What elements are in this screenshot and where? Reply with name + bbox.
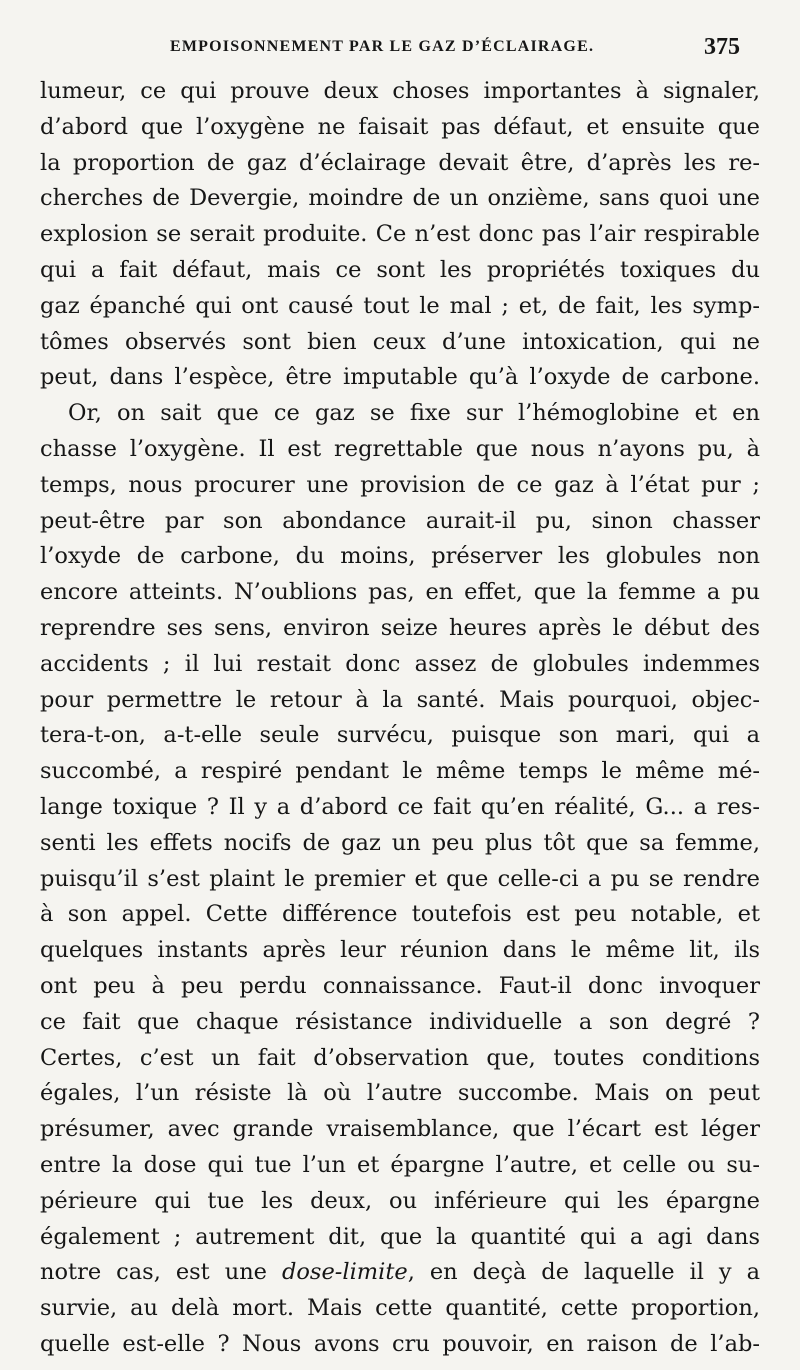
text-line: pour permettre le retour à la santé. Mais pourquoi, objec- — [40, 686, 760, 713]
text-line: puisqu’il s’est plaint le premier et que celle-ci a pu se rendre — [40, 865, 760, 892]
text-span: notre cas, est une — [40, 1259, 282, 1286]
text-line: Or, on sait que ce gaz se fixe sur l’hémoglobine et en — [68, 400, 760, 427]
text-line: gaz épanché qui ont causé tout le mal ; et, de fait, les symp- — [40, 292, 760, 319]
text-line: à son appel. Cette différence toutefois est peu notable, et — [40, 901, 760, 928]
text-line: peut, dans l’espèce, être imputable qu’à l’oxyde de carbone. — [40, 364, 760, 391]
text-line: accidents ; il lui restait donc assez de globules indemmes — [40, 650, 760, 677]
text-line: lange toxique ? Il y a d’abord ce fait qu’en réalité, G... a res- — [40, 793, 760, 820]
text-line: chasse l’oxygène. Il est regrettable que nous n’ayons pu, à — [40, 435, 760, 462]
text-line: l’oxyde de carbone, du moins, préserver les globules non — [40, 543, 760, 570]
text-line: reprendre ses sens, environ seize heures après le début des — [40, 614, 760, 641]
text-line: explosion se serait produite. Ce n’est donc pas l’air respirable — [40, 221, 760, 248]
text-line: survie, au delà mort. Mais cette quantité, cette proportion, — [40, 1295, 760, 1322]
text-line: quelques instants après leur réunion dans le même lit, ils — [40, 937, 760, 964]
italic-term: dose-limite — [281, 1259, 408, 1286]
text-line: encore atteints. N’oublions pas, en effet, que la femme a pu — [40, 579, 760, 606]
text-line: quelle est-elle ? Nous avons cru pouvoir, en raison de l’ab- — [40, 1330, 760, 1357]
text-line: tera-t-on, a-t-elle seule survécu, puisque son mari, qui a — [40, 722, 760, 749]
text-line: senti les effets nocifs de gaz un peu plus tôt que sa femme, — [40, 829, 760, 856]
text-line: Certes, c’est un fait d’observation que, toutes conditions — [40, 1044, 760, 1071]
text-line: d’abord que l’oxygène ne faisait pas défaut, et ensuite que — [40, 113, 760, 140]
text-line: également ; autrement dit, que la quantité qui a agi dans — [40, 1223, 760, 1250]
text-line: égales, l’un résiste là où l’autre succombe. Mais on peut — [40, 1080, 760, 1107]
text-line: périeure qui tue les deux, ou inférieure qui les épargne — [40, 1187, 760, 1214]
text-line: présumer, avec grande vraisemblance, que l’écart est léger — [40, 1116, 760, 1143]
text-span: , en deçà de laquelle il y a — [407, 1259, 760, 1286]
page-number: 375 — [704, 34, 740, 60]
body-text — [40, 74, 760, 1363]
text-line: lumeur, ce qui prouve deux choses importantes à signaler, — [40, 78, 760, 104]
text-line-with-emphasis — [40, 1255, 760, 1291]
running-title: EMPOISONNEMENT PAR LE GAZ D’ÉCLAIRAGE. — [170, 38, 595, 55]
text-line: peut-être par son abondance aurait-il pu, sinon chasser — [40, 507, 760, 534]
text-line: cherches de Devergie, moindre de un onzième, sans quoi une — [40, 185, 760, 212]
text-line: temps, nous procurer une provision de ce gaz à l’état pur ; — [40, 471, 760, 498]
text-line: qui a fait défaut, mais ce sont les propriétés toxiques du — [40, 256, 760, 283]
text-line: ont peu à peu perdu connaissance. Faut-il donc invoquer — [40, 972, 760, 999]
text-line: succombé, a respiré pendant le même temps le même mé- — [40, 758, 760, 785]
text-line: la proportion de gaz d’éclairage devait être, d’après les re- — [40, 149, 760, 176]
text-line: ce fait que chaque résistance individuelle a son degré ? — [40, 1008, 760, 1035]
text-line: entre la dose qui tue l’un et épargne l’autre, et celle ou su- — [40, 1151, 760, 1178]
text-line: tômes observés sont bien ceux d’une intoxication, qui ne — [40, 328, 760, 355]
running-head — [0, 34, 800, 64]
